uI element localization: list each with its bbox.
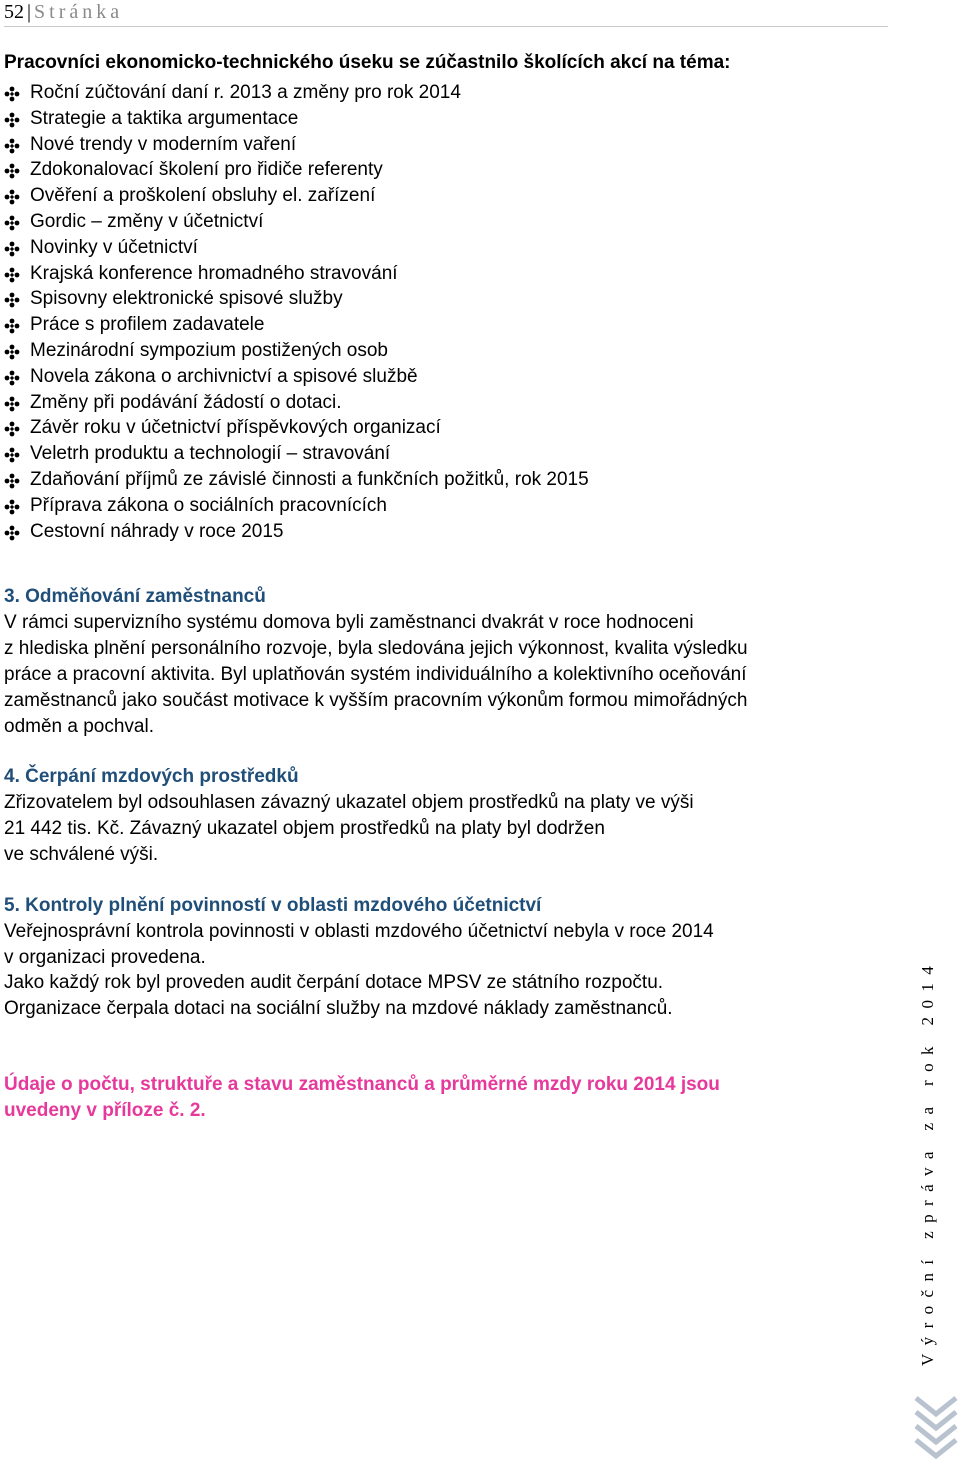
diamond-bullet-icon [4, 318, 20, 334]
notice-line: Údaje o počtu, struktuře a stavu zaměstnanců a průměrné mzdy roku 2014 jsou [4, 1073, 720, 1095]
training-item [4, 132, 884, 158]
page-word: Stránka [34, 1, 124, 23]
trainings-list [4, 80, 884, 544]
training-label: Novinky v účetnictví [30, 236, 198, 258]
training-label: Gordic – změny v účetnictví [30, 210, 264, 232]
training-label: Nové trendy v moderním vaření [30, 133, 297, 155]
diamond-bullet-icon [4, 241, 20, 257]
paragraph-line: práce a pracovní aktivita. Byl uplatňován systém individuálního a kolektivního oceňování [4, 663, 747, 685]
diamond-bullet-icon [4, 421, 20, 437]
diamond-bullet-icon [4, 447, 20, 463]
section-heading: 4. Čerpání mzdových prostředků [4, 766, 299, 788]
paragraph-line: Veřejnosprávní kontrola povinnosti v oblasti mzdového účetnictví nebyla v roce 2014 [4, 920, 714, 942]
paragraph-line: odměn a pochval. [4, 715, 154, 737]
training-item [4, 441, 884, 467]
training-item [4, 209, 884, 235]
training-label: Cestovní náhrady v roce 2015 [30, 520, 284, 542]
training-item [4, 390, 884, 416]
page-separator: | [27, 1, 32, 23]
training-item [4, 338, 884, 364]
chevron-logo-icon [912, 1392, 960, 1468]
paragraph-line: v organizaci provedena. [4, 946, 206, 968]
diamond-bullet-icon [4, 215, 20, 231]
diamond-bullet-icon [4, 86, 20, 102]
diamond-bullet-icon [4, 163, 20, 179]
diamond-bullet-icon [4, 344, 20, 360]
training-label: Zdaňování příjmů ze závislé činnosti a funkčních požitků, rok 2015 [30, 468, 589, 490]
training-label: Novela zákona o archivnictví a spisové službě [30, 365, 418, 387]
training-label: Spisovny elektronické spisové služby [30, 288, 343, 310]
page-header [4, 0, 888, 27]
trainings-intro: Pracovníci ekonomicko-technického úseku se zúčastnilo školících akcí na téma: [4, 52, 731, 73]
diamond-bullet-icon [4, 499, 20, 515]
section-remuneration [4, 584, 884, 739]
training-label: Příprava zákona o sociálních pracovnících [30, 494, 387, 516]
training-item [4, 157, 884, 183]
training-label: Zdokonalovací školení pro řidiče referenty [30, 159, 383, 181]
training-item [4, 261, 884, 287]
paragraph-line: z hlediska plnění personálního rozvoje, byla sledována jejich výkonnost, kvalita výsledku [4, 638, 748, 660]
diamond-bullet-icon [4, 189, 20, 205]
training-label: Změny při podávání žádostí o dotaci. [30, 391, 342, 413]
page-number: 52 [4, 1, 24, 23]
paragraph-line: Organizace čerpala dotaci na sociální služby na mzdové náklady zaměstnanců. [4, 998, 673, 1020]
diamond-bullet-icon [4, 396, 20, 412]
diamond-bullet-icon [4, 473, 20, 489]
training-label: Mezinárodní sympozium postižených osob [30, 339, 389, 361]
training-item [4, 312, 884, 338]
diamond-bullet-icon [4, 525, 20, 541]
paragraph-line: ve schválené výši. [4, 843, 159, 865]
training-label: Roční zúčtování daní r. 2013 a změny pro rok 2014 [30, 82, 461, 103]
diamond-bullet-icon [4, 112, 20, 128]
section-heading: 3. Odměňování zaměstnanců [4, 586, 266, 608]
paragraph-line: 21 442 tis. Kč. Závazný ukazatel objem prostředků na platy byl dodržen [4, 818, 605, 840]
diamond-bullet-icon [4, 370, 20, 386]
diamond-bullet-icon [4, 267, 20, 283]
paragraph-line: Zřizovatelem byl odsouhlasen závazný ukazatel objem prostředků na platy ve výši [4, 792, 694, 814]
page-content [4, 50, 884, 1124]
training-item [4, 80, 884, 106]
training-label: Strategie a taktika argumentace [30, 107, 299, 129]
section-heading: 5. Kontroly plnění povinností v oblasti mzdového účetnictví [4, 894, 542, 916]
training-item [4, 415, 884, 441]
training-item [4, 364, 884, 390]
paragraph-line: zaměstnanců jako součást motivace k vyšším pracovním výkonům formou mimořádných [4, 689, 748, 711]
side-report-title: Výroční zpráva za rok 2014 [918, 957, 937, 1366]
diamond-bullet-icon [4, 138, 20, 154]
section-audits [4, 893, 884, 1022]
training-item [4, 183, 884, 209]
training-label: Závěr roku v účetnictví příspěvkových organizací [30, 417, 441, 439]
training-label: Práce s profilem zadavatele [30, 314, 265, 336]
notice-line: uvedeny v příloze č. 2. [4, 1099, 206, 1121]
section-wages [4, 764, 884, 867]
training-item [4, 467, 884, 493]
training-item [4, 493, 884, 519]
training-label: Ověření a proškolení obsluhy el. zařízení [30, 185, 376, 207]
appendix-notice [4, 1072, 884, 1124]
training-item [4, 235, 884, 261]
paragraph-line: V rámci supervizního systému domova byli zaměstnanci dvakrát v roce hodnoceni [4, 612, 694, 634]
training-item [4, 286, 884, 312]
training-label: Krajská konference hromadného stravování [30, 262, 398, 284]
paragraph-line: Jako každý rok byl proveden audit čerpání dotace MPSV ze státního rozpočtu. [4, 972, 664, 994]
training-item [4, 519, 884, 545]
diamond-bullet-icon [4, 292, 20, 308]
training-item [4, 106, 884, 132]
training-label: Veletrh produktu a technologií – stravování [30, 443, 391, 465]
